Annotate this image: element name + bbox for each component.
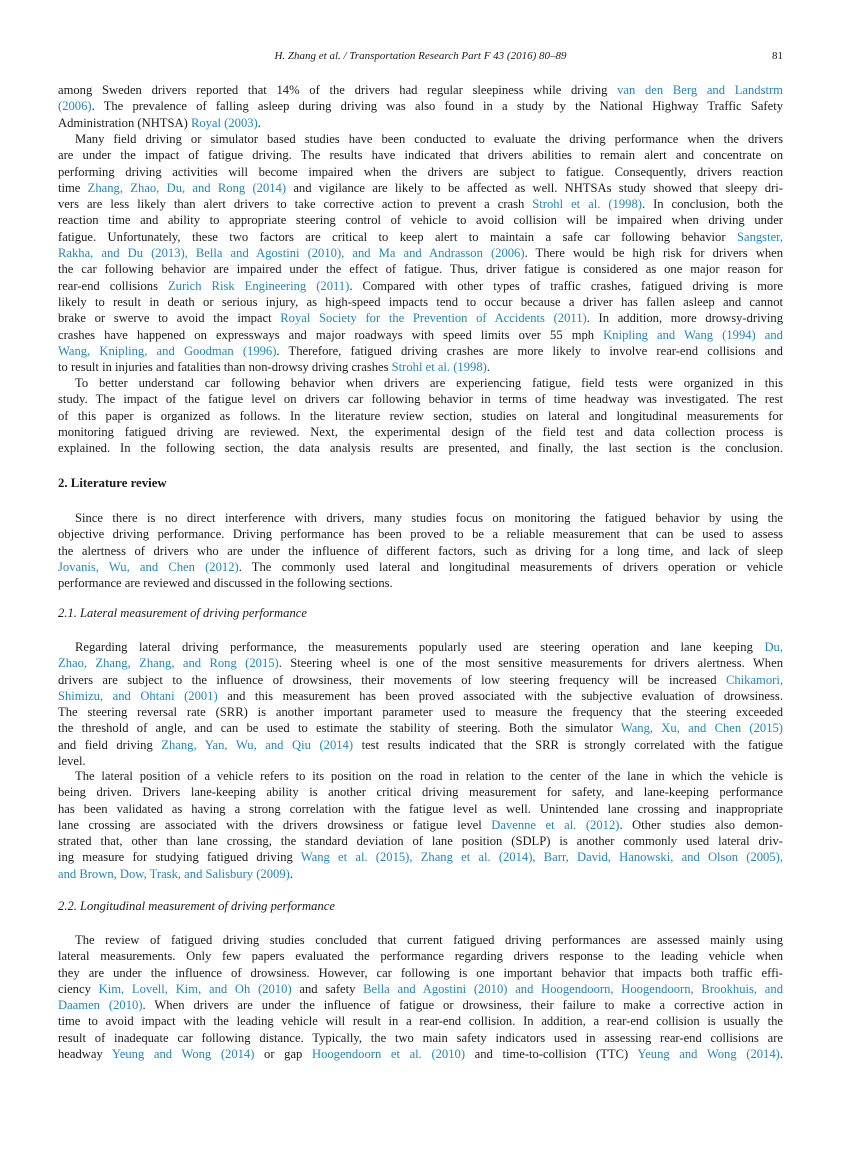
text-segment: . <box>779 1047 784 1062</box>
citation-link[interactable]: Wang, Xu, and Chen (2015) <box>620 721 783 736</box>
citation-link[interactable]: Strohl et al. (1998) <box>391 360 487 375</box>
text-segment: Administration (NHTSA) <box>58 115 191 130</box>
text-segment: . <box>257 115 261 130</box>
citation-link[interactable]: Royal (2003) <box>190 115 258 130</box>
text-line <box>58 115 783 131</box>
text-line <box>58 261 783 277</box>
text-segment: the car following behavior are impaired under the effect of fatigue. Thus, driver fatigue is considered as one major reason for <box>58 262 783 277</box>
paragraph <box>58 375 783 456</box>
text-line <box>58 639 783 655</box>
text-line <box>58 965 783 981</box>
text-segment: The review of fatigued driving studies concluded that current fatigued driving performances are assessed mainly using <box>75 933 783 947</box>
text-segment: reaction time and ability to appropriate steering control of vehicle to avoid collision will be impaired when driving under <box>58 213 783 228</box>
text-line <box>58 196 783 212</box>
section-heading-literature-review: 2. Literature review <box>58 476 167 490</box>
text-line <box>58 180 783 196</box>
citation-link[interactable]: Kim, Lovell, Kim, and Oh (2010) <box>98 981 292 996</box>
citation-link[interactable]: Royal Society for the Prevention of Accidents (2011) <box>280 311 587 326</box>
citation-link[interactable]: Shimizu, and Ohtani (2001) <box>58 688 218 703</box>
citation-link[interactable]: Sangster, <box>736 229 783 244</box>
text-segment: and this measurement has been proved associated with the subjective evaluation of drowsiness. <box>217 688 783 703</box>
text-segment: The steering reversal rate (SRR) is another important parameter used to measure the frequency that the steering exceeded <box>58 705 783 720</box>
text-segment: . In addition, more drowsy-driving <box>586 311 783 326</box>
text-line <box>58 408 783 424</box>
citation-link[interactable]: Zurich Risk Engineering (2011) <box>167 278 350 293</box>
citation-link[interactable]: Du, <box>764 640 783 654</box>
text-line <box>58 801 783 817</box>
text-segment: brake or swerve to avoid the impact <box>58 311 281 326</box>
text-line <box>58 82 783 98</box>
text-segment: . In conclusion, both the <box>641 197 783 212</box>
text-line <box>58 310 783 326</box>
text-line <box>58 526 783 542</box>
citation-link[interactable]: Wang et al. (2015), Zhang et al. (2014), Barr, David, Hanowski, and Olson (2005), <box>300 850 783 865</box>
text-segment: headway <box>58 1047 112 1062</box>
text-segment: . <box>486 360 490 375</box>
text-segment: likely to result in death or serious injury, as high-speed impacts tend to occur because a driver has fallen asleep and cannot <box>58 294 783 309</box>
citation-link[interactable]: Davenne et al. (2012) <box>491 817 620 832</box>
text-segment: and safety <box>291 981 364 996</box>
citation-link[interactable]: Yeung and Wong (2014) <box>637 1047 780 1062</box>
text-segment: explained. In the following section, the data analysis results are presented, and finally, the last section is the conclusion. <box>58 441 783 456</box>
text-segment: lateral measurements. Only few papers evaluated the performance regarding drivers response to the leading vehicle when <box>58 949 783 964</box>
text-segment: and field driving <box>58 737 162 752</box>
text-segment: Regarding lateral driving performance, the measurements popularly used are steering operation and lane keeping <box>75 640 765 654</box>
text-segment: The lateral position of a vehicle refers to its position on the road in relation to the center of the lane in which the vehicle is <box>75 769 783 783</box>
text-segment: rear-end collisions <box>58 278 168 293</box>
text-line <box>58 131 783 147</box>
text-line <box>58 704 783 720</box>
text-segment: the threshold of angle, and can be used to estimate the stability of steering. Both the simulator <box>58 721 621 736</box>
citation-link[interactable]: Hoogendoorn et al. (2010) <box>311 1047 466 1062</box>
text-segment: to result in injuries and fatalities than non-drowsy driving crashes <box>58 360 392 375</box>
citation-link[interactable]: (2006) <box>58 99 92 114</box>
citation-link[interactable]: and Brown, Dow, Trask, and Salisbury (2009) <box>58 866 290 881</box>
text-line <box>58 375 783 391</box>
text-line <box>58 997 783 1013</box>
text-line <box>58 849 783 865</box>
text-segment: being driven. Drivers lane-keeping ability is another critical driving measurement for safety, and lane-keeping performance <box>58 785 783 800</box>
text-segment: monitoring fatigued driving are reviewed. Next, the experimental design of the field test and data collection process is <box>58 424 783 439</box>
text-segment: the alertness of drivers who are under the influence of different factors, such as driving for a long time, and lack of sleep <box>58 543 783 558</box>
citation-link[interactable]: Yeung and Wong (2014) <box>111 1047 255 1062</box>
citation-link[interactable]: Daamen (2010) <box>58 998 143 1013</box>
text-line <box>58 424 783 440</box>
text-line <box>58 327 783 343</box>
text-line <box>58 655 783 671</box>
text-line <box>58 559 783 575</box>
text-line <box>58 391 783 407</box>
text-line <box>58 229 783 245</box>
text-line <box>58 981 783 997</box>
text-line <box>58 1013 783 1029</box>
text-line <box>58 1046 783 1062</box>
text-segment: are under the impact of fatigue driving. The results have indicated that drivers abilities to remain alert and concentrate on <box>58 148 783 163</box>
citation-link[interactable]: Chikamori, <box>725 672 783 687</box>
text-line <box>58 543 783 559</box>
citation-link[interactable]: Rakha, and Du (2013), Bella and Agostini (2010), and Ma and Andrasson (2006) <box>58 246 525 261</box>
text-segment: of this paper is organized as follows. In the literature review section, studies on lateral and longitudinal measurements for <box>58 408 783 423</box>
citation-link[interactable]: Zhang, Zhao, Du, and Rong (2014) <box>87 180 287 195</box>
paragraph <box>58 510 783 591</box>
text-line <box>58 948 783 964</box>
text-line <box>58 164 783 180</box>
text-segment: level. <box>58 754 86 769</box>
citation-link[interactable]: Zhang, Yan, Wu, and Qiu (2014) <box>161 737 354 752</box>
running-title: H. Zhang et al. / Transportation Research Part F 43 (2016) 80–89 <box>274 50 567 62</box>
text-line <box>58 688 783 704</box>
text-line <box>58 98 783 114</box>
text-line <box>58 768 783 784</box>
text-line <box>58 1030 783 1046</box>
text-line <box>58 866 783 882</box>
text-segment: . Therefore, fatigued driving crashes are more likely to involve rear-end collisions and <box>276 343 783 358</box>
text-segment: result of inadequate car following distance. Typically, the two main safety indicators used in assessing rear-end collisions are <box>58 1030 783 1045</box>
text-segment: drivers are subject to the influence of drowsiness, their movements of low steering frequency will be increased <box>58 672 726 687</box>
subsection-heading-lateral: 2.1. Lateral measurement of driving performance <box>58 606 307 620</box>
text-segment: fatigue. Unfortunately, these two factors are critical to keep alert to maintain a safe car following behavior <box>58 229 737 244</box>
text-segment: . There would be high risk for drivers when <box>524 246 783 261</box>
text-segment: lane crossing are associated with the drivers drowsiness or fatigue level <box>58 817 492 832</box>
citation-link[interactable]: Knipling and Wang (1994) and <box>603 327 783 342</box>
paragraph <box>58 932 783 1062</box>
text-line <box>58 753 783 769</box>
text-segment: and vigilance are likely to be affected as well. NHTSAs study showed that sleepy dri- <box>286 180 783 195</box>
paragraph <box>58 82 783 131</box>
text-segment: . When drivers are under the influence of fatigue or drowsiness, their failure to make a corrective action in <box>142 998 783 1013</box>
text-line <box>58 672 783 688</box>
text-line <box>58 784 783 800</box>
paragraph <box>58 768 783 882</box>
text-segment: . Other studies also demon- <box>619 817 784 832</box>
text-segment: . Steering wheel is one of the most sensitive measurements for drivers alertness. When <box>278 656 783 671</box>
text-line <box>58 212 783 228</box>
text-line <box>58 440 783 456</box>
text-line <box>58 833 783 849</box>
text-segment: strated that, other than lane crossing, the standard deviation of lane position (SDLP) is another commonly used lateral driv- <box>58 834 783 849</box>
text-segment: . The commonly used lateral and longitudinal measurements of drivers operation or vehicle <box>238 559 783 574</box>
text-segment: . Compared with other types of traffic crashes, fatigued driving is more <box>349 278 783 293</box>
text-segment: . The prevalence of falling asleep during driving was also found in a study by the National Highway Traffic Safety <box>91 99 783 114</box>
citation-link[interactable]: Strohl et al. (1998) <box>532 197 642 212</box>
text-line <box>58 278 783 294</box>
citation-link[interactable]: Bella and Agostini (2010) and Hoogendoorn, Hoogendoorn, Brookhuis, and <box>363 981 783 996</box>
text-line <box>58 720 783 736</box>
citation-link[interactable]: van den Berg and Landstrm <box>617 83 783 97</box>
running-header <box>58 50 783 66</box>
text-line <box>58 510 783 526</box>
text-line <box>58 245 783 261</box>
paragraph <box>58 639 783 769</box>
text-segment: or gap <box>254 1047 312 1062</box>
text-segment: performance are reviewed and discussed in the following sections. <box>58 576 393 591</box>
text-line <box>58 817 783 833</box>
text-segment: time <box>58 180 88 195</box>
text-segment: and time-to-collision (TTC) <box>465 1047 638 1062</box>
text-segment: they are under the influence of drowsiness. However, car following is one important behavior that impacts both traffic effi- <box>58 965 783 980</box>
text-line <box>58 294 783 310</box>
text-segment: study. The impact of the fatigue level on drivers car following behavior in terms of time headway was investigated. The rest <box>58 392 783 407</box>
text-segment: crashes have happened on expressways and major roadways with speed limits over 55 mph <box>58 327 604 342</box>
subsection-heading-longitudinal: 2.2. Longitudinal measurement of driving performance <box>58 899 335 913</box>
text-segment: performing driving activities will become impaired when the drivers are subject to fatigue. Consequently, drivers reaction <box>58 164 783 179</box>
text-line <box>58 575 783 591</box>
text-segment: To better understand car following behavior when drivers are experiencing fatigue, field tests were organized in this <box>75 376 783 390</box>
text-segment: test results indicated that the SRR is strongly correlated with the fatigue <box>353 737 783 752</box>
text-segment: . <box>289 866 293 881</box>
text-segment: Many field driving or simulator based studies have been conducted to evaluate the driving performance when the drivers <box>75 132 783 146</box>
text-segment: Since there is no direct interference with drivers, many studies focus on monitoring the fatigued behavior by using the <box>75 511 783 525</box>
text-segment: has been validated as having a strong correlation with the fatigue level as well. Unintended lane crossing and inappropriate <box>58 801 783 816</box>
page-number: 81 <box>772 50 783 62</box>
text-line <box>58 147 783 163</box>
citation-link[interactable]: Jovanis, Wu, and Chen (2012) <box>58 559 239 574</box>
text-segment: vers are less likely than alert drivers to take corrective action to prevent a crash <box>58 197 533 212</box>
paragraph <box>58 131 783 375</box>
text-line <box>58 343 783 359</box>
text-line <box>58 932 783 948</box>
citation-link[interactable]: Wang, Knipling, and Goodman (1996) <box>58 343 277 358</box>
text-line <box>58 359 783 375</box>
text-line <box>58 737 783 753</box>
text-segment: objective driving performance. Driving performance has been proved to be a reliable measurement that can be used to assess <box>58 527 783 542</box>
text-segment: ing measure for studying fatigued driving <box>58 850 301 865</box>
text-segment: among Sweden drivers reported that 14% of the drivers had regular sleepiness while driving <box>58 83 618 97</box>
citation-link[interactable]: Zhao, Zhang, Zhang, and Rong (2015) <box>58 656 279 671</box>
text-segment: time to avoid impact with the leading vehicle will result in a rear-end collision. In addition, a rear-end collision is usually the <box>58 1014 783 1029</box>
text-segment: ciency <box>58 981 99 996</box>
